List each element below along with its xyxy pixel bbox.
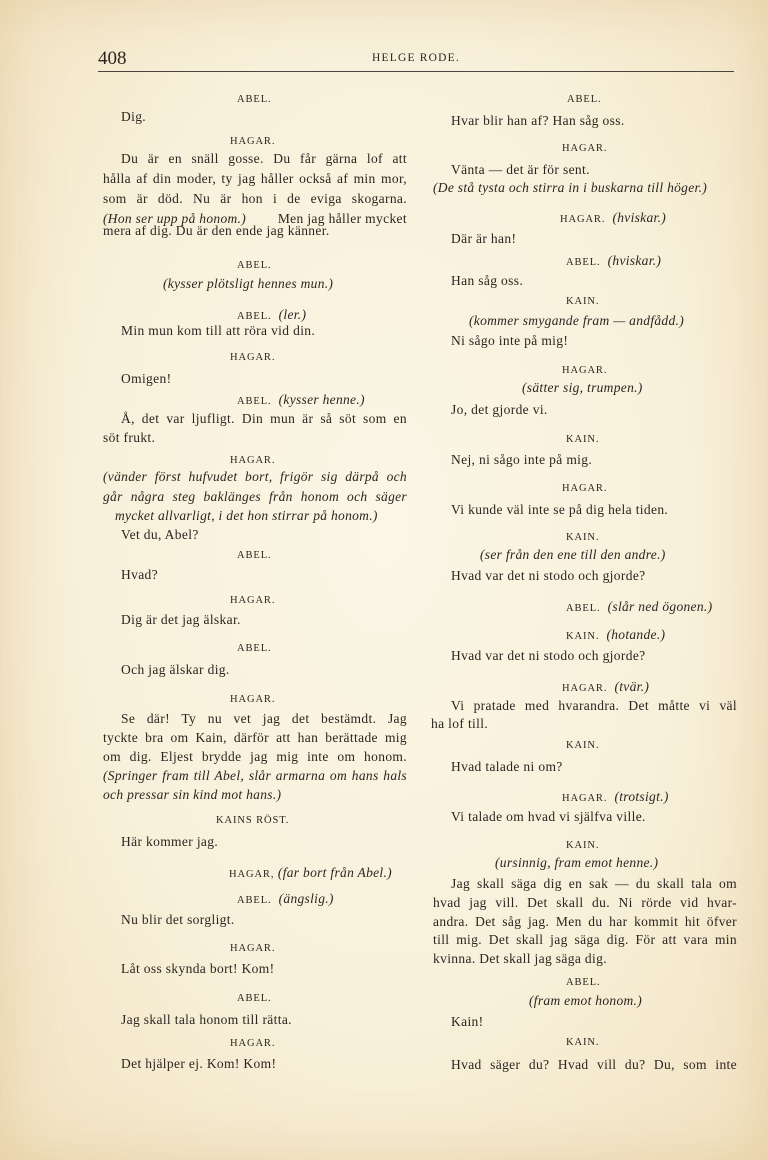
dialogue-line: Hvad säger du? Hvad vill du? Du, som inte: [451, 1057, 737, 1072]
stage-direction: (hviskar.): [607, 253, 662, 268]
stage-direction: (ängslig.): [278, 891, 334, 906]
stage-direction: (sätter sig, trumpen.): [522, 380, 643, 395]
dialogue-line: kvinna. Det skall jag säga dig.: [433, 951, 607, 966]
speaker-abel: [566, 253, 661, 269]
dialogue-line: Och jag älskar dig.: [121, 662, 230, 677]
speaker-hagar: HAGAR.: [562, 143, 608, 154]
dialogue-line: Hvad?: [121, 567, 158, 582]
dialogue-line: Hvar blir han af? Han såg oss.: [451, 113, 625, 128]
stage-direction: mycket allvarligt, i det hon stirrar på honom.): [115, 508, 378, 523]
speaker-abel: ABEL.: [237, 643, 272, 654]
speaker-abel: [237, 392, 365, 408]
dialogue-line: Här kommer jag.: [121, 834, 219, 849]
stage-direction: (hotande.): [606, 627, 666, 642]
dialogue-line: Dig är det jag älskar.: [121, 612, 241, 627]
dialogue-line: Jag skall tala honom till rätta.: [121, 1012, 292, 1027]
speaker-hagar: HAGAR.: [230, 136, 276, 147]
dialogue-line: mera af dig. Du är den ende jag känner.: [103, 223, 330, 238]
stage-direction: (tvär.): [614, 679, 650, 694]
speaker-name: HAGAR.: [562, 683, 608, 694]
dialogue-line: Hvad var det ni stodo och gjorde?: [451, 648, 646, 663]
dialogue-line: Låt oss skynda bort! Kom!: [121, 961, 275, 976]
speaker-hagar: HAGAR.: [562, 483, 608, 494]
dialogue-line: Å, det var ljufligt. Din mun är så söt som en: [121, 411, 407, 426]
speaker-kain: KAIN.: [566, 532, 600, 543]
speaker-name: ABEL.: [566, 603, 601, 614]
speaker-hagar: HAGAR.: [230, 943, 276, 954]
dialogue-line: Vi talade om hvad vi själfva ville.: [451, 809, 646, 824]
dialogue-line: Det hjälper ej. Kom! Kom!: [121, 1056, 277, 1071]
stage-direction: (ursinnig, fram emot henne.): [495, 855, 659, 870]
speaker-kain: KAIN.: [566, 840, 600, 851]
speaker-abel: ABEL.: [567, 94, 602, 105]
header-rule: [98, 71, 382, 72]
dialogue-line: Nu blir det sorgligt.: [121, 912, 235, 927]
dialogue-line: Vet du, Abel?: [121, 527, 199, 542]
speaker-kain: [566, 627, 665, 643]
stage-direction: (Hon ser upp på honom.): [103, 211, 247, 226]
stage-direction: (kysser henne.): [278, 392, 365, 407]
dialogue-line: Vänta — det är för sent.: [451, 162, 590, 177]
stage-direction: (fram emot honom.): [529, 993, 643, 1008]
speaker-kains-rost: KAINS RÖST.: [216, 815, 290, 826]
header-rule-right: [382, 71, 734, 72]
speaker-hagar: HAGAR.: [562, 365, 608, 376]
stage-direction: (far bort från Abel.): [277, 865, 392, 880]
dialogue-line: Han såg oss.: [451, 273, 524, 288]
speaker-kain: KAIN.: [566, 296, 600, 307]
speaker-name: ABEL.: [237, 895, 272, 906]
stage-direction: (ler.): [278, 307, 307, 322]
speaker-hagar: HAGAR.: [230, 595, 276, 606]
speaker-name: ABEL.: [237, 396, 272, 407]
running-head: HELGE RODE.: [372, 52, 460, 64]
stage-direction: (slår ned ögonen.): [607, 599, 713, 614]
dialogue-line: Vi pratade med hvarandra. Det måtte vi väl: [451, 698, 737, 713]
speaker-name: ABEL.: [566, 257, 601, 268]
speaker-abel: [237, 307, 306, 323]
speaker-hagar: HAGAR.: [230, 352, 276, 363]
dialogue-line: Jag skall säga dig en sak — du skall tala om: [451, 876, 737, 891]
dialogue-text: Men jag håller mycket: [277, 211, 407, 226]
dialogue-line: till mig. Det skall jag säga dig. För att vara min: [433, 932, 737, 947]
dialogue-line: ha lof till.: [431, 716, 489, 731]
dialogue-line: Hvad talade ni om?: [451, 759, 563, 774]
dialogue-line: Kain!: [451, 1014, 484, 1029]
speaker-hagar: [562, 679, 649, 695]
stage-direction: går några steg baklänges från honom och säger: [103, 489, 407, 504]
stage-direction: (Springer fram till Abel, slår armarna om hans hals: [103, 768, 407, 783]
speaker-abel: ABEL.: [237, 260, 272, 271]
dialogue-line: andra. Det såg jag. Men du har kommit hit öfver: [433, 914, 737, 929]
dialogue-line: tyckte bra om Kain, därför att han berättade mig: [103, 730, 407, 745]
speaker-hagar: [229, 865, 392, 881]
stage-direction: (vänder först hufvudet bort, frigör sig därpå och: [103, 469, 407, 484]
speaker-hagar: HAGAR.: [230, 455, 276, 466]
speaker-hagar: HAGAR.: [230, 694, 276, 705]
dialogue-line: Min mun kom till att röra vid din.: [121, 323, 316, 338]
speaker-hagar: HAGAR.: [230, 1038, 276, 1049]
dialogue-line: hålla af din moder, ty jag håller också af min mor,: [103, 171, 407, 186]
dialogue-line: hvad jag vill. Det skall du. Ni rörde vid hvar-: [433, 895, 737, 910]
dialogue-line: Omigen!: [121, 371, 172, 386]
stage-direction: (trotsigt.): [614, 789, 669, 804]
dialogue-line: Vi kunde väl inte se på dig hela tiden.: [451, 502, 669, 517]
speaker-abel: [237, 891, 334, 907]
dialogue-line: Hvad var det ni stodo och gjorde?: [451, 568, 646, 583]
speaker-name: HAGAR.: [560, 214, 606, 225]
dialogue-line: Nej, ni sågo inte på mig.: [451, 452, 593, 467]
speaker-abel: [566, 599, 712, 615]
dialogue-line: Ni sågo inte på mig!: [451, 333, 569, 348]
stage-direction: och pressar sin kind mot hans.): [103, 787, 282, 802]
speaker-hagar: [560, 210, 666, 226]
stage-direction: (hviskar.): [612, 210, 667, 225]
stage-direction: (kysser plötsligt hennes mun.): [163, 276, 334, 291]
speaker-name: ABEL.: [237, 311, 272, 322]
speaker-kain: KAIN.: [566, 434, 600, 445]
dialogue-line: Jo, det gjorde vi.: [451, 402, 548, 417]
speaker-kain: KAIN.: [566, 740, 600, 751]
speaker-name: KAIN.: [566, 631, 600, 642]
dialogue-line: Där är han!: [451, 231, 517, 246]
speaker-abel: ABEL.: [237, 550, 272, 561]
stage-direction: (De stå tysta och stirra in i buskarna till höger.): [433, 180, 708, 195]
dialogue-line: Se där! Ty nu vet jag det bestämdt. Jag: [121, 711, 407, 726]
speaker-abel: ABEL.: [566, 977, 601, 988]
speaker-kain: KAIN.: [566, 1037, 600, 1048]
dialogue-line: Dig.: [121, 109, 147, 124]
stage-direction: (kommer smygande fram — andfådd.): [469, 313, 684, 328]
speaker-name: HAGAR.: [562, 793, 608, 804]
page-number: 408: [98, 48, 127, 69]
dialogue-line: Du är en snäll gosse. Du får gärna lof att: [121, 151, 407, 166]
dialogue-line: som är död. Nu är hon i de eviga skogarna.: [103, 191, 407, 206]
stage-direction: (ser från den ene till den andre.): [480, 547, 666, 562]
dialogue-line: om dig. Eljest brydde jag mig inte om honom.: [103, 749, 407, 764]
dialogue-line: söt frukt.: [103, 430, 156, 445]
speaker-hagar: [562, 789, 669, 805]
speaker-abel: ABEL.: [237, 993, 272, 1004]
speaker-abel: ABEL.: [237, 94, 272, 105]
speaker-name: HAGAR,: [229, 869, 275, 880]
